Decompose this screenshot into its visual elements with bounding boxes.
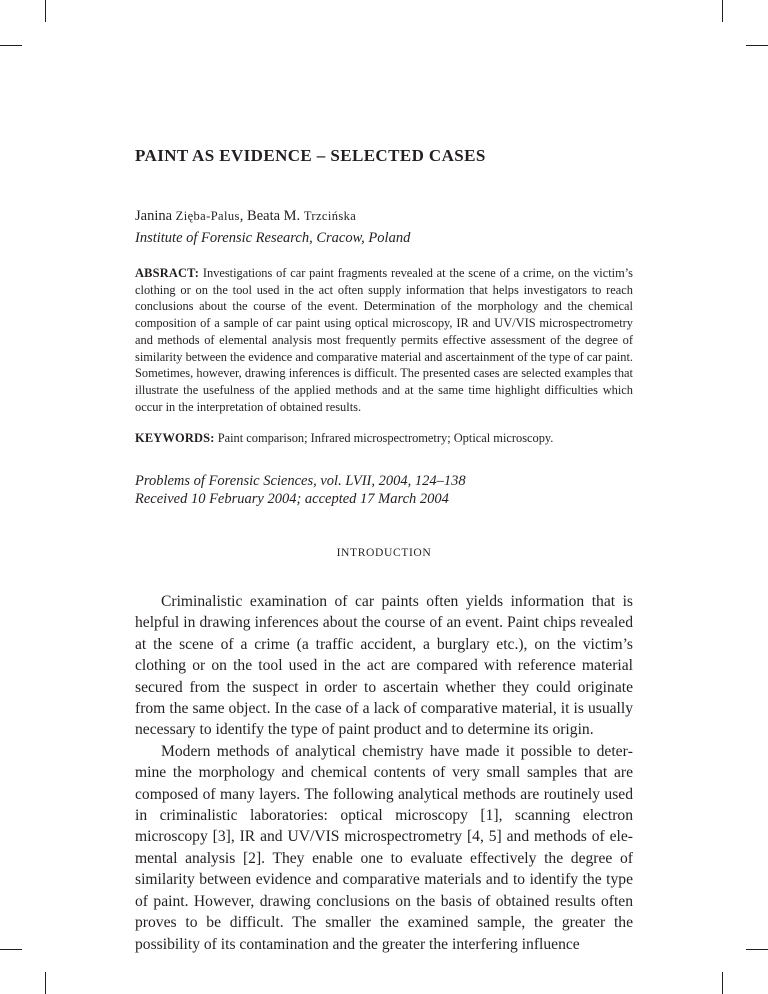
crop-mark-bottom-right-horizontal xyxy=(746,949,768,950)
crop-mark-bottom-right-vertical xyxy=(722,972,723,994)
crop-mark-bottom-left-vertical xyxy=(45,972,46,994)
crop-mark-top-right-horizontal xyxy=(746,45,768,46)
abstract-text: Investigations of car paint fragments revealed at the scene of a crime, on the victim’s clothing or on the tool used in the act often supply information that helps investigators to reach conclusions about the course of the event. Determination of the morphology and the chemical composition of a sample of car paint using optical microscopy, IR and UV/VIS microspectrometry and methods of elemental analysis most frequently permits effective assessment of the degree of similarity between the evidence and comparative material and ascertainment of the type of car paint. Sometimes, however, drawing inferences is difficult. The presented cases are selected examples that illustrate the usefulness of the applied methods and at the same time highlight difficulties which occur in the interpretation of obtained results. xyxy=(135,266,633,414)
author-list xyxy=(135,208,356,225)
publication-info xyxy=(135,472,633,508)
keywords xyxy=(135,431,633,446)
author-2-surname: Trzcińska xyxy=(303,209,357,223)
crop-mark-bottom-left-horizontal xyxy=(0,949,22,950)
received-line: Received 10 February 2004; accepted 17 March 2004 xyxy=(135,491,449,507)
affiliation: Institute of Forensic Research, Cracow, Poland xyxy=(135,230,411,246)
author-2-given-name: Beata M. xyxy=(247,208,301,224)
section-heading-introduction: INTRODUCTION xyxy=(336,546,432,559)
crop-mark-top-right-vertical xyxy=(722,0,723,22)
abstract-label: ABSRACT: xyxy=(135,266,200,280)
abstract xyxy=(135,265,633,415)
paragraph-1: Criminalistic examination of car paints often yields information that is helpful in drawing inferences about the course of an event. Paint chips revealed at the scene of a crime (a traffic accident, a burglary etc.), on the victim’s clothing or on the tool used in the act are compared with reference material secured from the suspect in order to ascertain whether they could originate from the same object. In the case of a lack of comparative material, it is usually necessary to identify the type of paint product and to determine its origin. xyxy=(135,593,633,739)
introduction-body xyxy=(135,591,633,955)
author-1-given-name: Janina xyxy=(135,208,173,224)
source-line: Problems of Forensic Sciences, vol. LVII, 2004, 124–138 xyxy=(135,473,466,489)
keywords-label: KEYWORDS: xyxy=(135,431,215,445)
author-separator: , xyxy=(239,208,248,224)
article-title: PAINT AS EVIDENCE – SELECTED CASES xyxy=(135,146,486,165)
keywords-text: Paint comparison; Infrared microspectrometry; Optical microscopy. xyxy=(217,431,554,445)
crop-mark-top-left-vertical xyxy=(45,0,46,22)
author-1-surname: Zięba-Palus xyxy=(175,209,240,223)
paragraph-2: Modern methods of analytical chemistry have made it possible to determine the morphology and chemical contents of very small samples that are composed of many layers. The following analytical methods are routinely used in criminalistic laboratories: optical microscopy [1], scanning electron microscopy [3], IR and UV/VIS microspectrometry [4, 5] and methods of elemental analysis [2]. They enable one to evaluate effectively the degree of similarity between evidence and comparative materials and to identify the type of paint. However, drawing conclusions on the basis of obtained results often proves to be difficult. The smaller the examined sample, the greater the possibility of its contamination and the greater the interfering influence xyxy=(135,742,633,953)
crop-mark-top-left-horizontal xyxy=(0,45,22,46)
